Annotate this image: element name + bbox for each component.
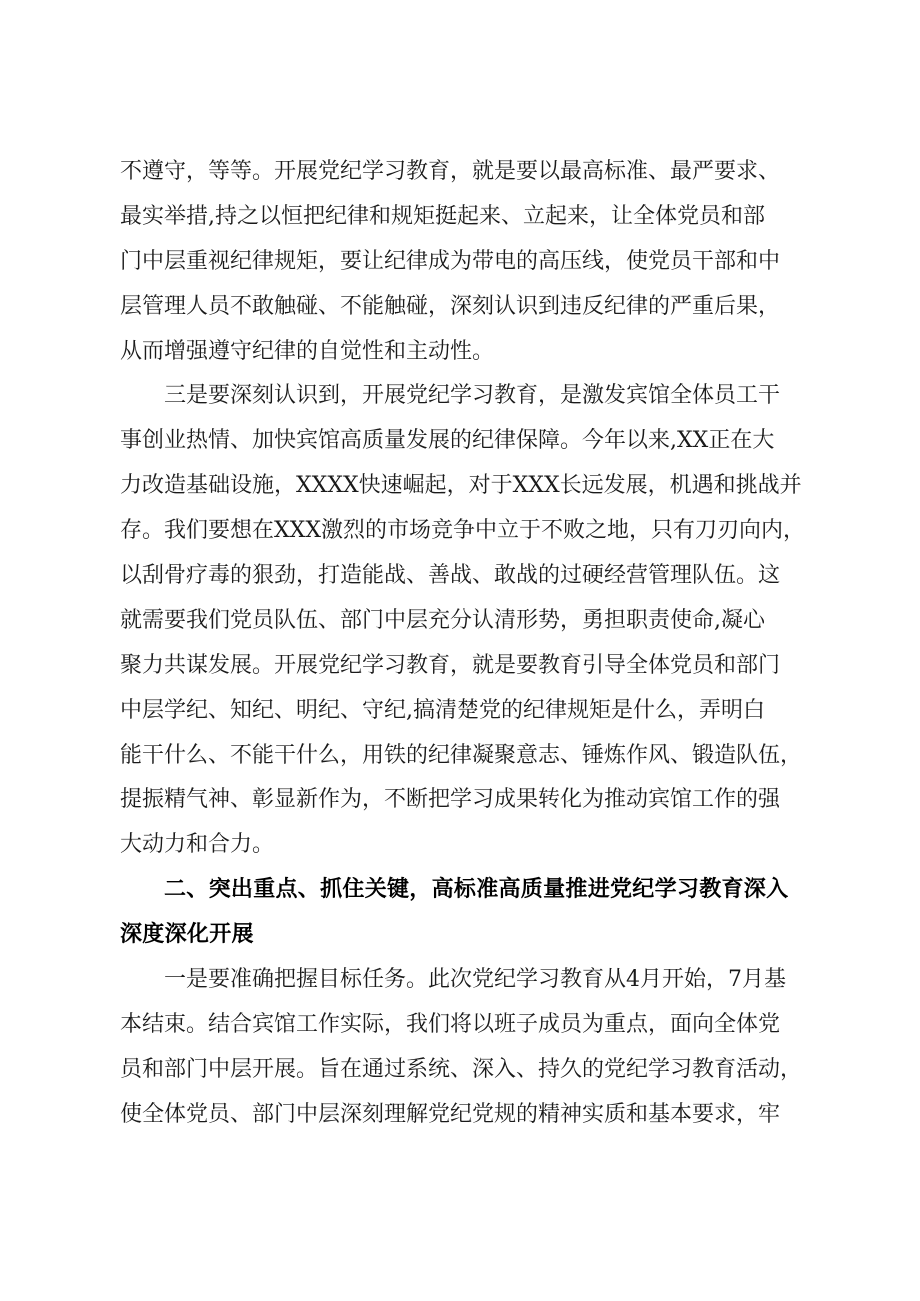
paragraph-2-line-9: 能干什么、不能干什么，用铁的纪律凝聚意志、锤炼作风、锻造队伍， [120,742,803,768]
paragraph-2-line-10: 提振精气神、彰显新作为，不断把学习成果转化为推动宾馆工作的强 [120,787,781,813]
paragraph-2-line-5: 以刮骨疗毒的狠劲，打造能战、善战、敢战的过硬经营管理队伍。这 [120,563,781,589]
paragraph-3-line-4: 使全体党员、部门中层深刻理解党纪党规的精神实质和基本要求，牢 [120,1101,781,1127]
paragraph-1-line-5: 从而增强遵守纪律的自觉性和主动性。 [120,338,495,364]
paragraph-2-line-4: 存。我们要想在XXX激烈的市场竞争中立于不败之地，只有刀刃向内， [120,518,805,544]
paragraph-1-line-4: 层管理人员不敢触碰、不能触碰，深刻认识到违反纪律的严重后果， [120,293,781,319]
paragraph-2-line-2: 事创业热情、加快宾馆高质量发展的纪律保障。今年以来,XX正在大 [120,428,775,454]
section-heading-line-1: 二、突出重点、抓住关键，高标准高质量推进党纪学习教育深入 [164,877,789,903]
paragraph-2-line-1: 三是要深刻认识到，开展党纪学习教育，是激发宾馆全体员工干 [164,383,781,409]
paragraph-2-line-3: 力改造基础设施，XXXX快速崛起，对于XXX长远发展，机遇和挑战并 [120,473,802,499]
section-heading-line-2: 深度深化开展 [120,922,254,948]
document-body [120,150,820,1138]
paragraph-1-line-1: 不遵守，等等。开展党纪学习教育，就是要以最高标准、最严要求、 [120,159,781,184]
paragraph-2-line-6: 就需要我们党员队伍、部门中层充分认清形势，勇担职责使命,凝心 [120,607,765,633]
paragraph-1-line-3: 门中层重视纪律规矩，要让纪律成为带电的高压线，使党员干部和中 [120,248,781,274]
paragraph-2-line-11: 大动力和合力。 [120,832,275,858]
paragraph-3-line-3: 员和部门中层开展。旨在通过系统、深入、持久的党纪学习教育活动， [120,1056,803,1082]
paragraph-2-line-7: 聚力共谋发展。开展党纪学习教育，就是要教育引导全体党员和部门 [120,652,781,678]
paragraph-3-line-1: 一是要准确把握目标任务。此次党纪学习教育从4月开始，7月基 [164,967,786,993]
paragraph-2-line-8: 中层学纪、知纪、明纪、守纪,搞清楚党的纪律规矩是什么，弄明白 [120,697,765,723]
paragraph-1-line-2: 最实举措,持之以恒把纪律和规矩挺起来、立起来，让全体党员和部 [120,203,765,229]
paragraph-3-line-2: 本结束。结合宾馆工作实际，我们将以班子成员为重点，面向全体党 [120,1011,781,1037]
